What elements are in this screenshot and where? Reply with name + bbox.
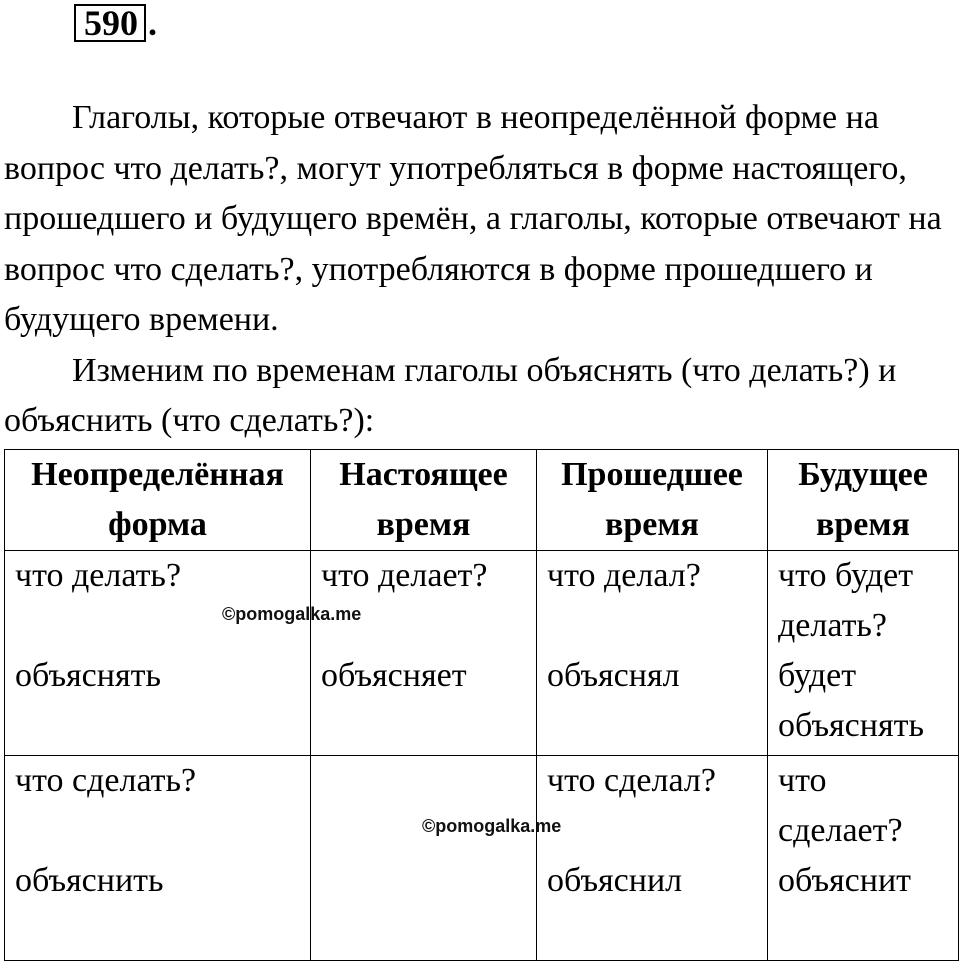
exercise-number-dot: .	[148, 3, 157, 43]
rule-paragraph: Глаголы, которые отвечают в неопределённой форме на вопрос что делать?, могут употребляться в форме настоящего, прошедшего и будущего времён, а глаголы, которые отвечают на вопрос что сделать?, употребляются в форме прошедшего и будущего времени.	[4, 99, 942, 338]
header-line: форма	[108, 506, 207, 543]
task-paragraph: Изменим по временам глаголы объяснять (что делать?) и объяснить (что сделать?):	[4, 351, 897, 439]
header-line: время	[376, 506, 471, 543]
table-row	[5, 756, 959, 961]
header-infinitive	[5, 450, 311, 551]
cell-verb: объяснял	[547, 657, 680, 694]
table-cell-empty	[311, 756, 537, 961]
table-cell	[537, 551, 768, 756]
header-line: Настоящее	[339, 456, 508, 493]
table-cell	[5, 551, 311, 756]
header-future	[768, 450, 959, 551]
cell-question: что сделать?	[15, 762, 197, 799]
verb-tense-table	[4, 449, 959, 961]
header-line: Прошедшее	[561, 456, 743, 493]
table-row	[5, 551, 959, 756]
exercise-number	[74, 4, 157, 42]
watermark: ©pomogalka.me	[422, 816, 562, 836]
exercise-text	[4, 93, 954, 447]
table-cell	[537, 756, 768, 961]
table-cell	[311, 551, 537, 756]
cell-question: делать?	[778, 607, 888, 644]
cell-verb: объяснил	[547, 862, 683, 899]
header-line: время	[605, 506, 699, 543]
cell-question: что будет	[778, 557, 914, 594]
cell-verb: объяснит	[778, 862, 912, 899]
table-header-row	[5, 450, 959, 551]
cell-question: что	[778, 762, 827, 799]
watermark: ©pomogalka.me	[222, 604, 362, 624]
header-line: время	[816, 506, 910, 543]
cell-verb: объяснить	[15, 862, 164, 899]
cell-question: что делал?	[547, 557, 701, 594]
header-line: Неопределённая	[31, 456, 284, 493]
cell-question: что сделал?	[547, 762, 716, 799]
cell-verb: будет	[778, 657, 857, 694]
table-cell	[768, 551, 959, 756]
table-cell	[768, 756, 959, 961]
cell-question: сделает?	[778, 812, 903, 849]
cell-verb: объяснять	[778, 707, 924, 744]
exercise-number-box: 590	[74, 4, 146, 42]
header-present	[311, 450, 537, 551]
table-cell	[5, 756, 311, 961]
cell-verb: объяснять	[15, 657, 161, 694]
cell-question: что делает?	[321, 557, 488, 594]
header-past	[537, 450, 768, 551]
cell-verb: объясняет	[321, 657, 467, 694]
header-line: Будущее	[798, 456, 928, 493]
cell-question: что делать?	[15, 557, 182, 594]
